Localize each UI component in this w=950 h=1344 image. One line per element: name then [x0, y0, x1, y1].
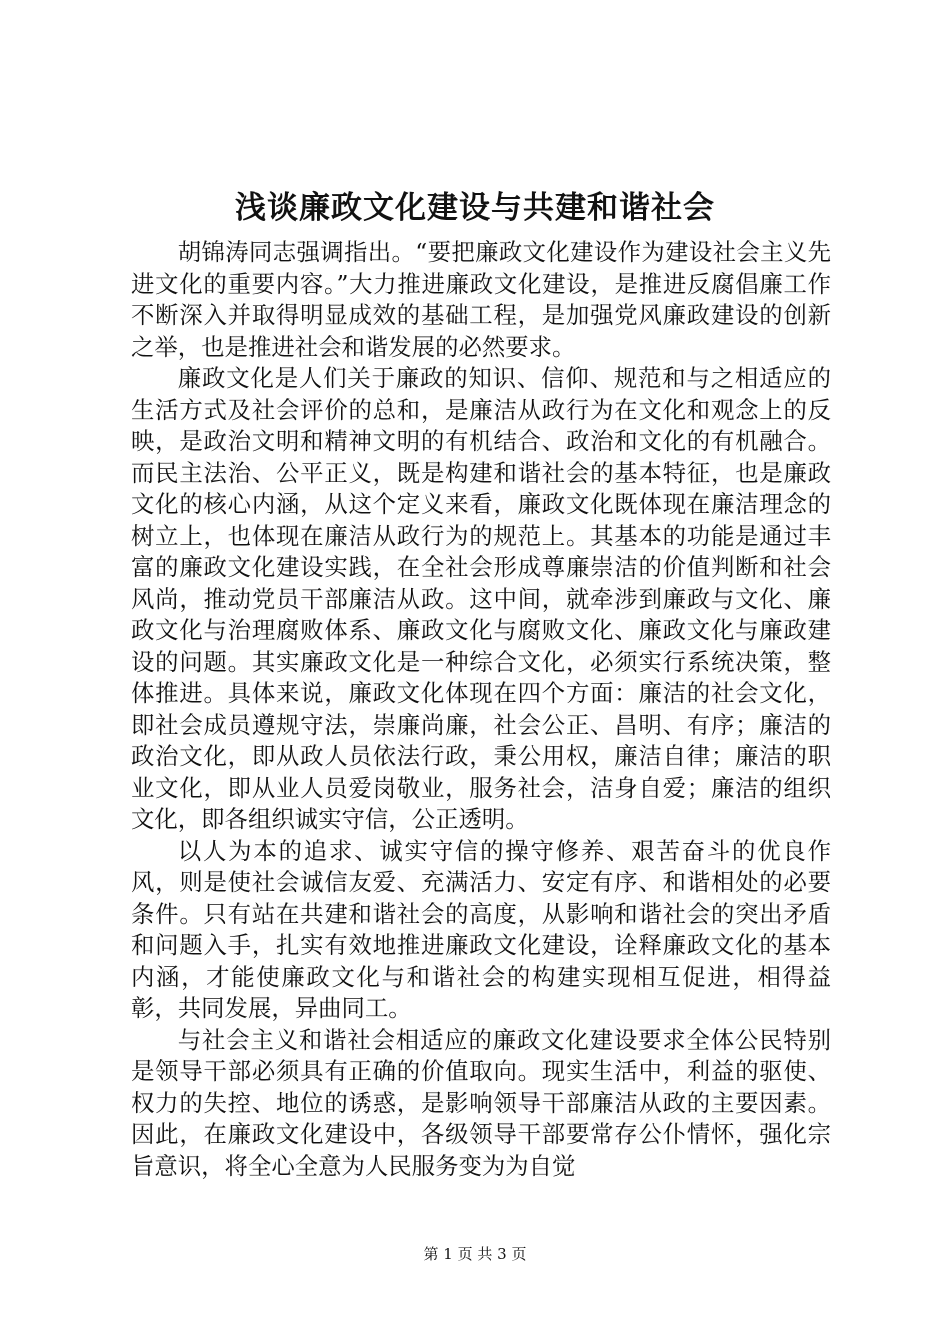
- document-body: [131, 237, 831, 1182]
- document-title: 浅谈廉政文化建设与共建和谐社会: [235, 190, 715, 226]
- paragraph-2: 廉政文化是人们关于廉政的知识、信仰、规范和与之相适应的生活方式及社会评价的总和，是廉洁从政行为在文化和观念上的反映，是政治文明和精神文明的有机结合、政治和文化的有机融合。而民主法治、公平正义，既是构建和谐社会的基本特征，也是廉政文化的核心内涵，从这个定义来看，廉政文化既体现在廉洁理念的树立上，也体现在廉洁从政行为的规范上。其基本的功能是通过丰富的廉政文化建设实践，在全社会形成尊廉崇洁的价值判断和社会风尚，推动党员干部廉洁从政。这中间，就牵涉到廉政与文化、廉政文化与治理腐败体系、廉政文化与腐败文化、廉政文化与廉政建设的问题。其实廉政文化是一种综合文化，必须实行系统决策，整体推进。具体来说，廉政文化体现在四个方面：廉洁的社会文化，即社会成员遵规守法，崇廉尚廉，社会公正、昌明、有序；廉洁的政治文化，即从政人员依法行政，秉公用权，廉洁自律；廉洁的职业文化，即从业人员爱岗敬业，服务社会，洁身自爱；廉洁的组织文化，即各组织诚实守信，公正透明。: [131, 364, 831, 833]
- paragraph-4: 与社会主义和谐社会相适应的廉政文化建设要求全体公民特别是领导干部必须具有正确的价值取向。现实生活中，利益的驱使、权力的失控、地位的诱惑，是影响领导干部廉洁从政的主要因素。因此，在廉政文化建设中，各级领导干部要常存公仆情怀，强化宗旨意识，将全心全意为人民服务变为为自觉: [131, 1025, 831, 1180]
- paragraph-3: 以人为本的追求、诚实守信的操守修养、艰苦奋斗的优良作风，则是使社会诚信友爱、充满活力、安定有序、和谐相处的必要条件。只有站在共建和谐社会的高度，从影响和谐社会的突出矛盾和问题入手，扎实有效地推进廉政文化建设，诠释廉政文化的基本内涵，才能使廉政文化与和谐社会的构建实现相互促进，相得益彰，共同发展，异曲同工。: [131, 836, 831, 1022]
- page-footer: 第 1 页 共 3 页: [423, 1245, 527, 1263]
- paragraph-1: 胡锦涛同志强调指出。“要把廉政文化建设作为建设社会主义先进文化的重要内容。”大力推进廉政文化建设，是推进反腐倡廉工作不断深入并取得明显成效的基础工程，是加强党风廉政建设的创新之举，也是推进社会和谐发展的必然要求。: [131, 238, 831, 361]
